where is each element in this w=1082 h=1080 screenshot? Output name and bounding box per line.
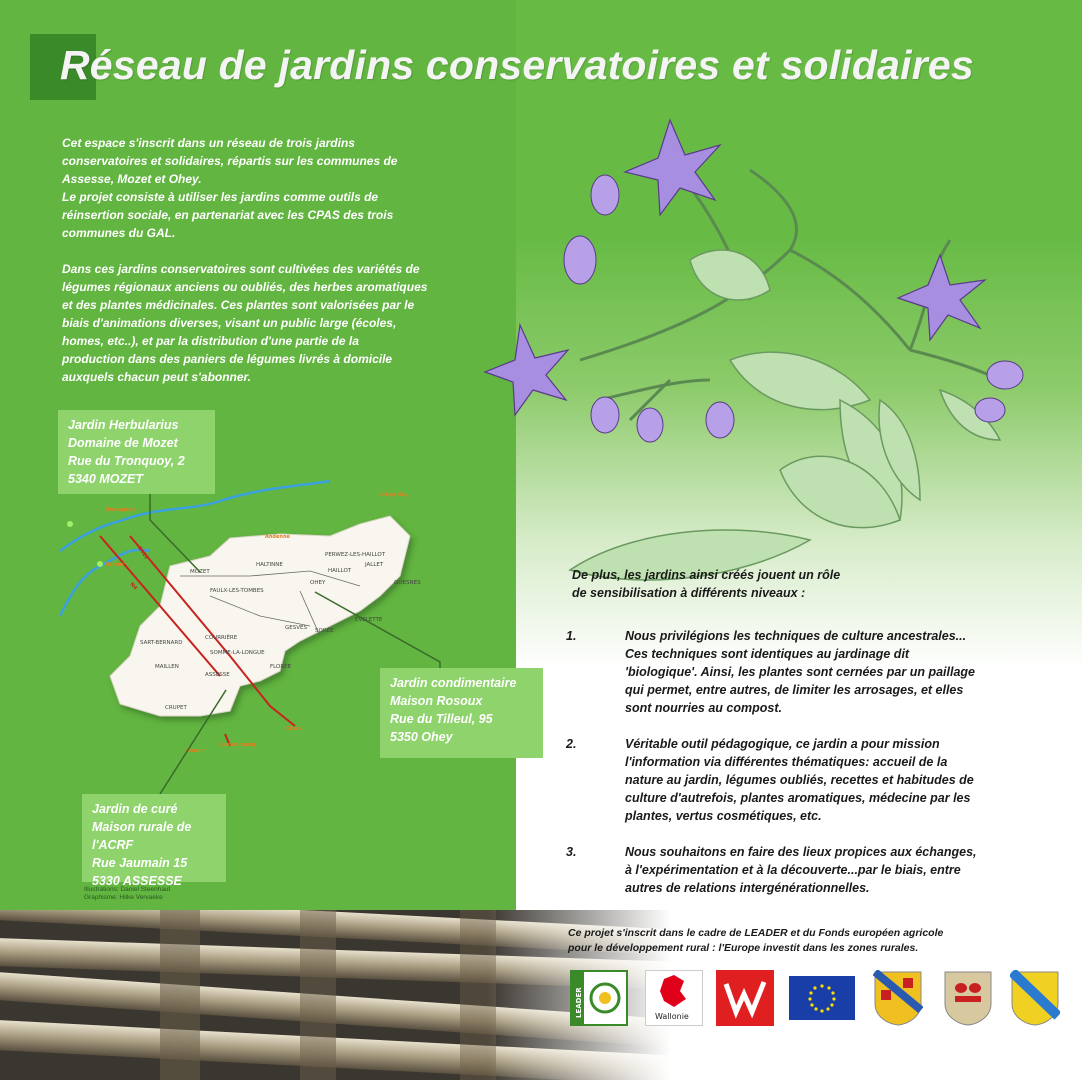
wallonie-logo [645, 970, 703, 1026]
page-title: Réseau de jardins conservatoires et solidaires [60, 42, 974, 88]
list-item [566, 735, 1026, 825]
map-label-assesse: ASSESSE [205, 672, 230, 678]
gesves-coat-of-arms [943, 970, 993, 1026]
borage-illustration [480, 100, 1050, 600]
intro-paragraph-1: Cet espace s'inscrit dans un réseau de trois jardins conservatoires et solidaires, répartis sur les communes de Assesse, Mozet et Ohey. Le projet consiste à utiliser les jardins comme outils de réinsertion sociale, en partenariat avec les CPAS des trois communes du GAL. [62, 136, 398, 240]
map-road-n4: N4 [128, 581, 138, 592]
list-text: Nous souhaitons en faire des lieux propices aux échanges, à l'expérimentation et à la découverte...par le biais, entre autres de relations intergénérationnelles. [625, 845, 977, 895]
sensibilisation-list [566, 627, 1026, 915]
map-label-maillen: MAILLEN [155, 664, 179, 670]
leader-logo-text: LEADER [575, 987, 583, 1018]
map-label-haillot: HAILLOT [328, 568, 352, 574]
map-label-goesnes: GOESNES [394, 580, 421, 586]
region-w-logo [716, 970, 774, 1026]
map-label-evelette: EVELETTE [355, 617, 383, 623]
map-dest-andenne: Andenne [265, 534, 290, 540]
sensibilisation-intro: De plus, les jardins ainsi créés jouent un rôle de sensibilisation à différents niveaux : [572, 568, 841, 600]
list-text: Véritable outil pédagogique, ce jardin a pour mission l'information via différentes thématiques: accueil de la nature au jardin, légumes oubliés, recettes et habitudes de culture d'autrefois, plantes aromatiques, médecine par les plantes, vertus cosmétiques, etc. [625, 737, 974, 823]
list-item [566, 627, 1026, 717]
map-dest-luxembourg: Luxembourg [220, 742, 256, 748]
map-label-ohey: OHEY [310, 580, 326, 586]
map-label-floree: FLORÉE [270, 664, 292, 670]
map-label-somme: SOMME-LA-LONGUE [210, 650, 265, 656]
map-label-jallet: JALLET [365, 562, 384, 568]
ohey-coat-of-arms [1010, 970, 1060, 1026]
assesse-coat-of-arms [873, 970, 923, 1026]
list-text: Nous privilégions les techniques de culture ancestrales... Ces techniques sont identiques au jardinage dit 'biologique'. Ainsi, les plantes sont cernées par un paillage qui permet, entre autres, de limiter les arrosages, et elles sont nourries au compost. [625, 629, 976, 715]
map-dest-liege-huy: Liège Huy [380, 492, 409, 498]
map-label-haltinne: HALTINNE [256, 562, 283, 568]
funding-statement: Ce projet s'inscrit dans le cadre de LEADER et du Fonds européen agricole pour le développement rural : l'Europe investit dans les zones rurales. [568, 927, 944, 954]
map-dest-bouvignes: Bouvignes [106, 507, 136, 513]
map-label-gesves: GESVES [285, 625, 307, 631]
wallonie-logo-text: Wallonie [655, 1012, 689, 1021]
list-number: 1. [566, 629, 577, 643]
map-label-perwez: PERWEZ-LES-HAILLOT [325, 552, 386, 558]
leader-logo [570, 970, 628, 1026]
list-number: 3. [566, 845, 577, 859]
intro-paragraph-2: Dans ces jardins conservatoires sont cultivées des variétés de légumes régionaux anciens ou oubliés, des herbes aromatiques et des plantes médicinales. Ces plantes sont valorisées par le biais d'animations diverses, visant un public large (écoles, homes, etc..), et par la distribution d'une partie de la production dans des paniers de légumes livrés à domicile auxquels chacun peut s'abonner. [62, 262, 428, 384]
map-label-crupet: CRUPET [165, 705, 187, 711]
map-label-courriere: COURRIÈRE [205, 635, 238, 641]
garden-label-ohey: Jardin condimentaire Maison Rosoux Rue du Tilleul, 95 5350 Ohey [380, 668, 543, 758]
garden-label-mozet: Jardin Herbularius Domaine de Mozet Rue du Tronquoy, 2 5340 MOZET [58, 410, 215, 494]
map-label-sart-bernard: SART-BERNARD [140, 640, 183, 646]
map-dest-namur: Namur [105, 562, 124, 568]
credits: Illustrations: Daniel Steenhaut Graphisme: Hilke Vervaeke [84, 886, 171, 901]
map-label-soree: SORÉE [315, 628, 334, 634]
list-item [566, 843, 1026, 897]
map-label-faulx: FAULX-LES-TOMBES [210, 588, 264, 594]
list-number: 2. [566, 737, 577, 751]
map-dest-dinant: Dinant [186, 748, 205, 754]
map-road-e411: E411 [136, 545, 150, 561]
map-dest-ciney: Ciney [286, 726, 302, 732]
eu-flag-logo [789, 976, 855, 1020]
garden-label-assesse: Jardin de curé Maison rurale de l'ACRF Rue Jaumain 15 5330 ASSESSE [82, 794, 226, 882]
map-label-mozet: MOZET [190, 569, 210, 575]
